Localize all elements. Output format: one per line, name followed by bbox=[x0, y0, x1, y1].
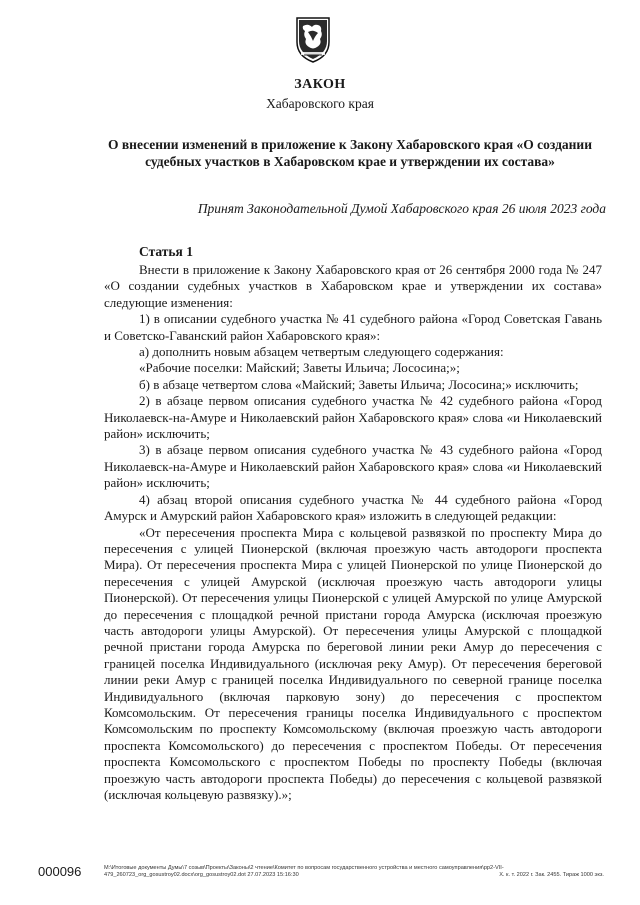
adoption-statement: Принят Законодательной Думой Хабаровского края 26 июля 2023 года bbox=[197, 201, 606, 216]
paragraph: 4) абзац второй описания судебного участка № 44 судебного района «Город Амурск и Амурский район Хабаровского края» изложить в следующей редакции: bbox=[104, 491, 602, 524]
law-region: Хабаровского края bbox=[266, 96, 374, 111]
print-info: Х. к. т. 2022 г. Зак. 2455. Тираж 1000 экз. bbox=[499, 872, 604, 878]
paragraph: 2) в абзаце первом описания судебного участка № 42 судебного района «Город Николаевск-на-Амуре и Николаевский район Хабаровского края» слова «и Николаевский район» исключить; bbox=[104, 393, 602, 442]
law-title: ЗАКОН bbox=[294, 77, 346, 92]
paragraph: 1) в описании судебного участка № 41 судебного района «Город Советская Гавань и Советско-Гаванский район Хабаровского края»: bbox=[104, 311, 602, 343]
article-heading: Статья 1 bbox=[139, 244, 193, 259]
document-title bbox=[100, 136, 600, 170]
article-body bbox=[104, 262, 602, 803]
file-path: M:\Итоговые документы Думы\7 созыв\Проекты\Законы\2 чтение\Комитет по вопросам государственного устройства и местного самоуправления\рр2-VII-479_260723_org_gosustroy02.docx\org_gosustroy02.dot 27.07.2023 15:16:30 bbox=[104, 865, 504, 878]
document-title-line-2: судебных участков в Хабаровском крае и утверждении их состава» bbox=[145, 154, 555, 169]
paragraph: б) в абзаце четвертом слова «Майский; Заветы Ильича; Лососина;» исключить; bbox=[139, 376, 579, 392]
paragraph: а) дополнить новым абзацем четвертым следующего содержания: bbox=[139, 344, 504, 360]
paragraph: Внести в приложение к Закону Хабаровского края от 26 сентября 2000 года № 247 «О создании судебных участков в Хабаровском крае и утверждении их состава» следующие изменения: bbox=[104, 262, 602, 310]
coat-of-arms-icon bbox=[293, 14, 333, 64]
paragraph: «От пересечения проспекта Мира с кольцевой развязкой по проспекту Мира до пересечения с улицей Пионерской (включая проезжую часть автодороги проспекта Мира). От пересечения проспекта Мира с улицей Пионерской по улице Пионерской до пересечения с улицей Амурской (исключая проезжую часть автодороги улицы Пионерской). От пересечения улицы Пионерской с улицей Амурской по улице Амурской до пересечения с площадкой речной пристани города Амурска (исключая проезжую часть автодороги улицы Амурской). От пересечения улицы Амурской с площадкой речной пристани города Амурска по береговой линии реки Амур до пересечения с границей поселка Индивидуального (исключая реку Амур). От пересечения береговой линии реки Амур с границей поселка Индивидуального по северной границе поселка Индивидуального (включая парковую зону) до пересечения с проспектом Комсомольским. От пересечения границы поселка Индивидуального с проспектом Комсомольским по проспекту Комсомольскому (включая проезжую часть автодороги проспекта Комсомольского) до пересечения с проспектом Победы. От пересечения проспекта Комсомольского с проспектом Победы по проспекту Победы (включая проезжую часть автодороги проспекта Победы) до пересечения с кольцевой развязкой (исключая кольцевую развязку).»; bbox=[104, 524, 602, 802]
document-number: 000096 bbox=[38, 864, 82, 879]
paragraph: 3) в абзаце первом описания судебного участка № 43 судебного района «Город Николаевск-на-Амуре и Николаевский район Хабаровского края» слова «и Николаевский район» исключить; bbox=[104, 442, 602, 491]
paragraph: «Рабочие поселки: Майский; Заветы Ильича; Лососина;»; bbox=[139, 360, 460, 376]
document-title-line-1: О внесении изменений в приложение к Закону Хабаровского края «О создании bbox=[108, 137, 592, 152]
